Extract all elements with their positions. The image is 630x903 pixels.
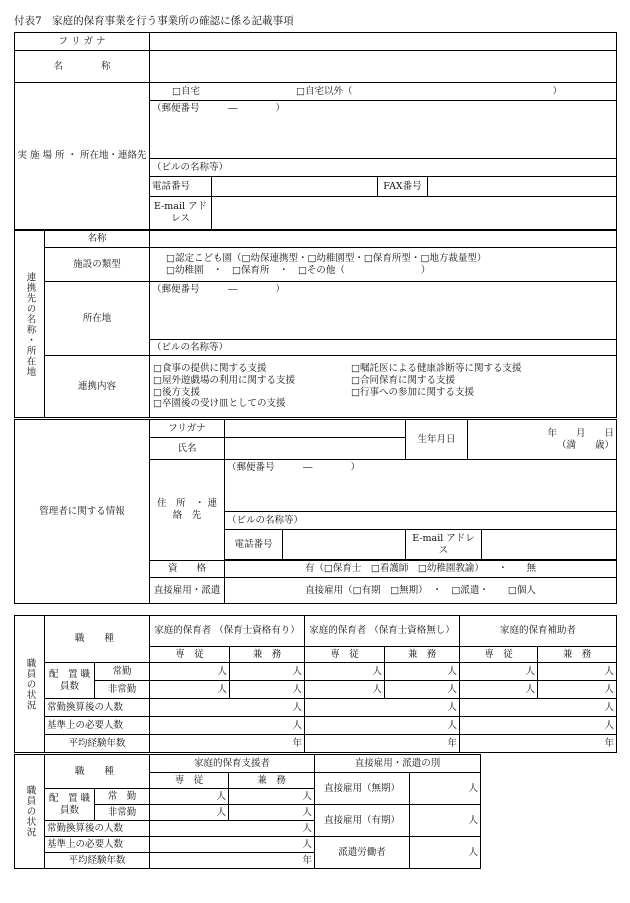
manager-address-label: 住 所 ・ 連 絡 先 <box>150 460 225 561</box>
manager-postal-field[interactable]: （郵便番号 ― ） <box>225 460 617 512</box>
employment-label: 直接雇用・派遣 <box>150 578 225 604</box>
non-home-checkbox[interactable]: □自宅以外（ <box>295 85 353 97</box>
facility-type-line-1[interactable]: □認定こども園（□幼保連携型・□幼稚園型・□保育所型・□地方裁量型） <box>166 252 487 264</box>
experience-cell[interactable]: 年 <box>305 735 460 753</box>
manager-info-label: 管理者に関する情報 <box>15 420 150 604</box>
fax-field[interactable] <box>428 177 617 197</box>
count-cell[interactable]: 人 <box>150 663 230 681</box>
fulltime-only-header: 専 従 <box>150 647 230 663</box>
manager-furigana-label: フリガナ <box>150 420 225 438</box>
coop-health[interactable]: □嘱託医による健康診断等に関する支援 <box>351 362 522 374</box>
coop-meal[interactable]: □食事の提供に関する支援 <box>153 362 267 374</box>
full-time-label: 常勤 <box>95 663 150 681</box>
count-cell[interactable]: 人 <box>230 681 305 699</box>
coop-playground[interactable]: □屋外遊戯場の利用に関する支援 <box>153 374 295 386</box>
fte-cell[interactable]: 人 <box>150 699 305 717</box>
dispatched-label: 派遣労働者 <box>315 837 410 869</box>
count-cell[interactable]: 人 <box>150 805 229 821</box>
count-cell[interactable]: 人 <box>538 681 617 699</box>
fte-cell[interactable]: 人 <box>150 821 315 837</box>
count-cell[interactable]: 人 <box>460 663 538 681</box>
count-cell[interactable]: 人 <box>460 681 538 699</box>
direct-fixed-term-cell[interactable]: 人 <box>410 805 481 837</box>
concurrent-header: 兼 務 <box>229 773 315 789</box>
partner-postal-field[interactable]: （郵便番号 ― ） <box>150 282 617 340</box>
birthdate-field[interactable]: 年 月 日 （満 歳） <box>468 420 617 460</box>
facility-section <box>14 32 617 231</box>
employment-options[interactable]: 直接雇用（□有期 □無期） ・ □派遣・ □個人 <box>225 578 617 604</box>
postal-code-field[interactable]: （郵便番号 ― ） <box>150 101 617 159</box>
fulltime-only-header: 専 従 <box>305 647 385 663</box>
concurrent-header: 兼 務 <box>385 647 460 663</box>
phone-label: 電話番号 <box>150 177 212 197</box>
home-checkbox[interactable]: □自宅 <box>172 85 200 97</box>
birthdate-label: 生年月日 <box>406 420 468 460</box>
cooperation-label: 連携内容 <box>45 356 150 418</box>
fte-cell[interactable]: 人 <box>305 699 460 717</box>
part-time-label: 非常勤 <box>95 681 150 699</box>
staff-count-label: 配 置 職員数 <box>45 663 95 699</box>
direct-permanent-cell[interactable]: 人 <box>410 773 481 805</box>
avg-experience-label: 平均経験年数 <box>45 735 150 753</box>
count-cell[interactable]: 人 <box>229 805 315 821</box>
count-cell[interactable]: 人 <box>385 681 460 699</box>
count-cell[interactable]: 人 <box>538 663 617 681</box>
coop-backup[interactable]: □後方支援 <box>153 386 200 398</box>
concurrent-header: 兼 務 <box>230 647 305 663</box>
name-label: 名 称 <box>15 51 150 83</box>
fulltime-only-header: 専 従 <box>150 773 229 789</box>
furigana-label: フ リ ガ ナ <box>15 33 150 51</box>
required-label-2: 基準上の必要人数 <box>45 837 150 853</box>
experience-cell[interactable]: 年 <box>150 735 305 753</box>
employment-type-header: 直接雇用・派遣の別 <box>315 755 481 773</box>
email-field[interactable] <box>212 197 617 230</box>
manager-name-label: 氏名 <box>150 438 225 460</box>
staff-count-label-2: 配 置 職員数 <box>45 789 95 821</box>
count-cell[interactable]: 人 <box>150 789 229 805</box>
fte-label-2: 常勤換算後の人数 <box>45 821 150 837</box>
name-field[interactable] <box>150 51 617 83</box>
staff-side-label-2: 職員の状況 <box>15 755 45 869</box>
partner-name-field[interactable] <box>150 231 617 248</box>
count-cell[interactable]: 人 <box>230 663 305 681</box>
experience-cell[interactable]: 年 <box>460 735 617 753</box>
col-caregiver-unqualified: 家庭的保育者 （保育士資格無し） <box>305 616 460 647</box>
manager-phone-field[interactable] <box>283 530 406 560</box>
count-cell[interactable]: 人 <box>385 663 460 681</box>
col-assistant: 家庭的保育補助者 <box>460 616 617 647</box>
manager-name-field[interactable] <box>225 438 406 460</box>
dispatched-cell[interactable]: 人 <box>410 837 481 869</box>
full-time-label-2: 常 勤 <box>95 789 150 805</box>
count-cell[interactable]: 人 <box>150 681 230 699</box>
experience-cell[interactable]: 年 <box>150 853 315 869</box>
staff-section-2 <box>14 754 481 880</box>
count-cell[interactable]: 人 <box>229 789 315 805</box>
required-cell[interactable]: 人 <box>150 837 315 853</box>
location-label: 実 施 場 所 ・ 所在地・連絡先 <box>15 83 150 230</box>
count-cell[interactable]: 人 <box>305 663 385 681</box>
staff-section-1 <box>14 615 617 754</box>
partner-section <box>14 230 617 420</box>
qualification-options[interactable]: 有（□保育士 □看護師 □幼稚園教諭） ・ 無 <box>225 561 617 578</box>
manager-building-field[interactable]: （ビルの名称等） <box>225 512 617 530</box>
manager-furigana-field[interactable] <box>225 420 406 438</box>
fte-label: 常勤換算後の人数 <box>45 699 150 717</box>
partner-address-label: 所在地 <box>45 282 150 356</box>
document-title: 付表7 家庭的保育事業を行う事業所の確認に係る記載事項 <box>14 15 294 27</box>
required-cell[interactable]: 人 <box>460 717 617 735</box>
direct-fixed-term-label: 直接雇用（有期） <box>315 805 410 837</box>
manager-email-field[interactable] <box>482 530 617 560</box>
job-type-label-1: 職 種 <box>45 616 150 663</box>
required-cell[interactable]: 人 <box>305 717 460 735</box>
count-cell[interactable]: 人 <box>305 681 385 699</box>
coop-graduates[interactable]: □卒園後の受け皿としての支援 <box>153 398 286 410</box>
col-support-staff: 家庭的保育支援者 <box>150 755 315 773</box>
part-time-label-2: 非常勤 <box>95 805 150 821</box>
qualification-label: 資 格 <box>150 561 225 578</box>
staff-side-label-1: 職員の状況 <box>15 616 45 753</box>
concurrent-header: 兼 務 <box>538 647 617 663</box>
cooperation-options[interactable] <box>150 356 617 418</box>
coop-joint-care[interactable]: □合同保育に関する支援 <box>351 374 455 386</box>
required-label: 基準上の必要人数 <box>45 717 150 735</box>
job-type-label-2: 職 種 <box>45 755 150 789</box>
building-name-field[interactable]: （ビルの名称等） <box>150 159 617 177</box>
fte-cell[interactable]: 人 <box>460 699 617 717</box>
furigana-field[interactable] <box>150 33 617 51</box>
manager-email-label: E-mail アドレス <box>406 530 482 560</box>
manager-phone-label: 電話番号 <box>225 530 283 560</box>
partner-building-field[interactable]: （ビルの名称等） <box>150 340 617 356</box>
email-label: E-mail アドレス <box>150 197 212 230</box>
home-checkbox-row[interactable]: □自宅 □自宅以外（ ） <box>150 83 617 101</box>
facility-type-options[interactable] <box>150 248 617 282</box>
required-cell[interactable]: 人 <box>150 717 305 735</box>
avg-experience-label-2: 平均経験年数 <box>45 853 150 869</box>
facility-type-line-2[interactable]: □幼稚園 ・ □保育所 ・ □その他（ ） <box>166 264 431 276</box>
col-caregiver-qualified: 家庭的保育者 （保育士資格有り） <box>150 616 305 647</box>
facility-type-label: 施設の類型 <box>45 248 150 282</box>
phone-field[interactable] <box>212 177 378 197</box>
manager-section <box>14 419 617 616</box>
partner-side-label: 連携先の名称・所在地 <box>15 231 45 418</box>
fulltime-only-header: 専 従 <box>460 647 538 663</box>
coop-events[interactable]: □行事への参加に関する支援 <box>351 386 474 398</box>
fax-label: FAX番号 <box>378 177 428 197</box>
direct-permanent-label: 直接雇用（無期） <box>315 773 410 805</box>
partner-name-label: 名称 <box>45 231 150 248</box>
